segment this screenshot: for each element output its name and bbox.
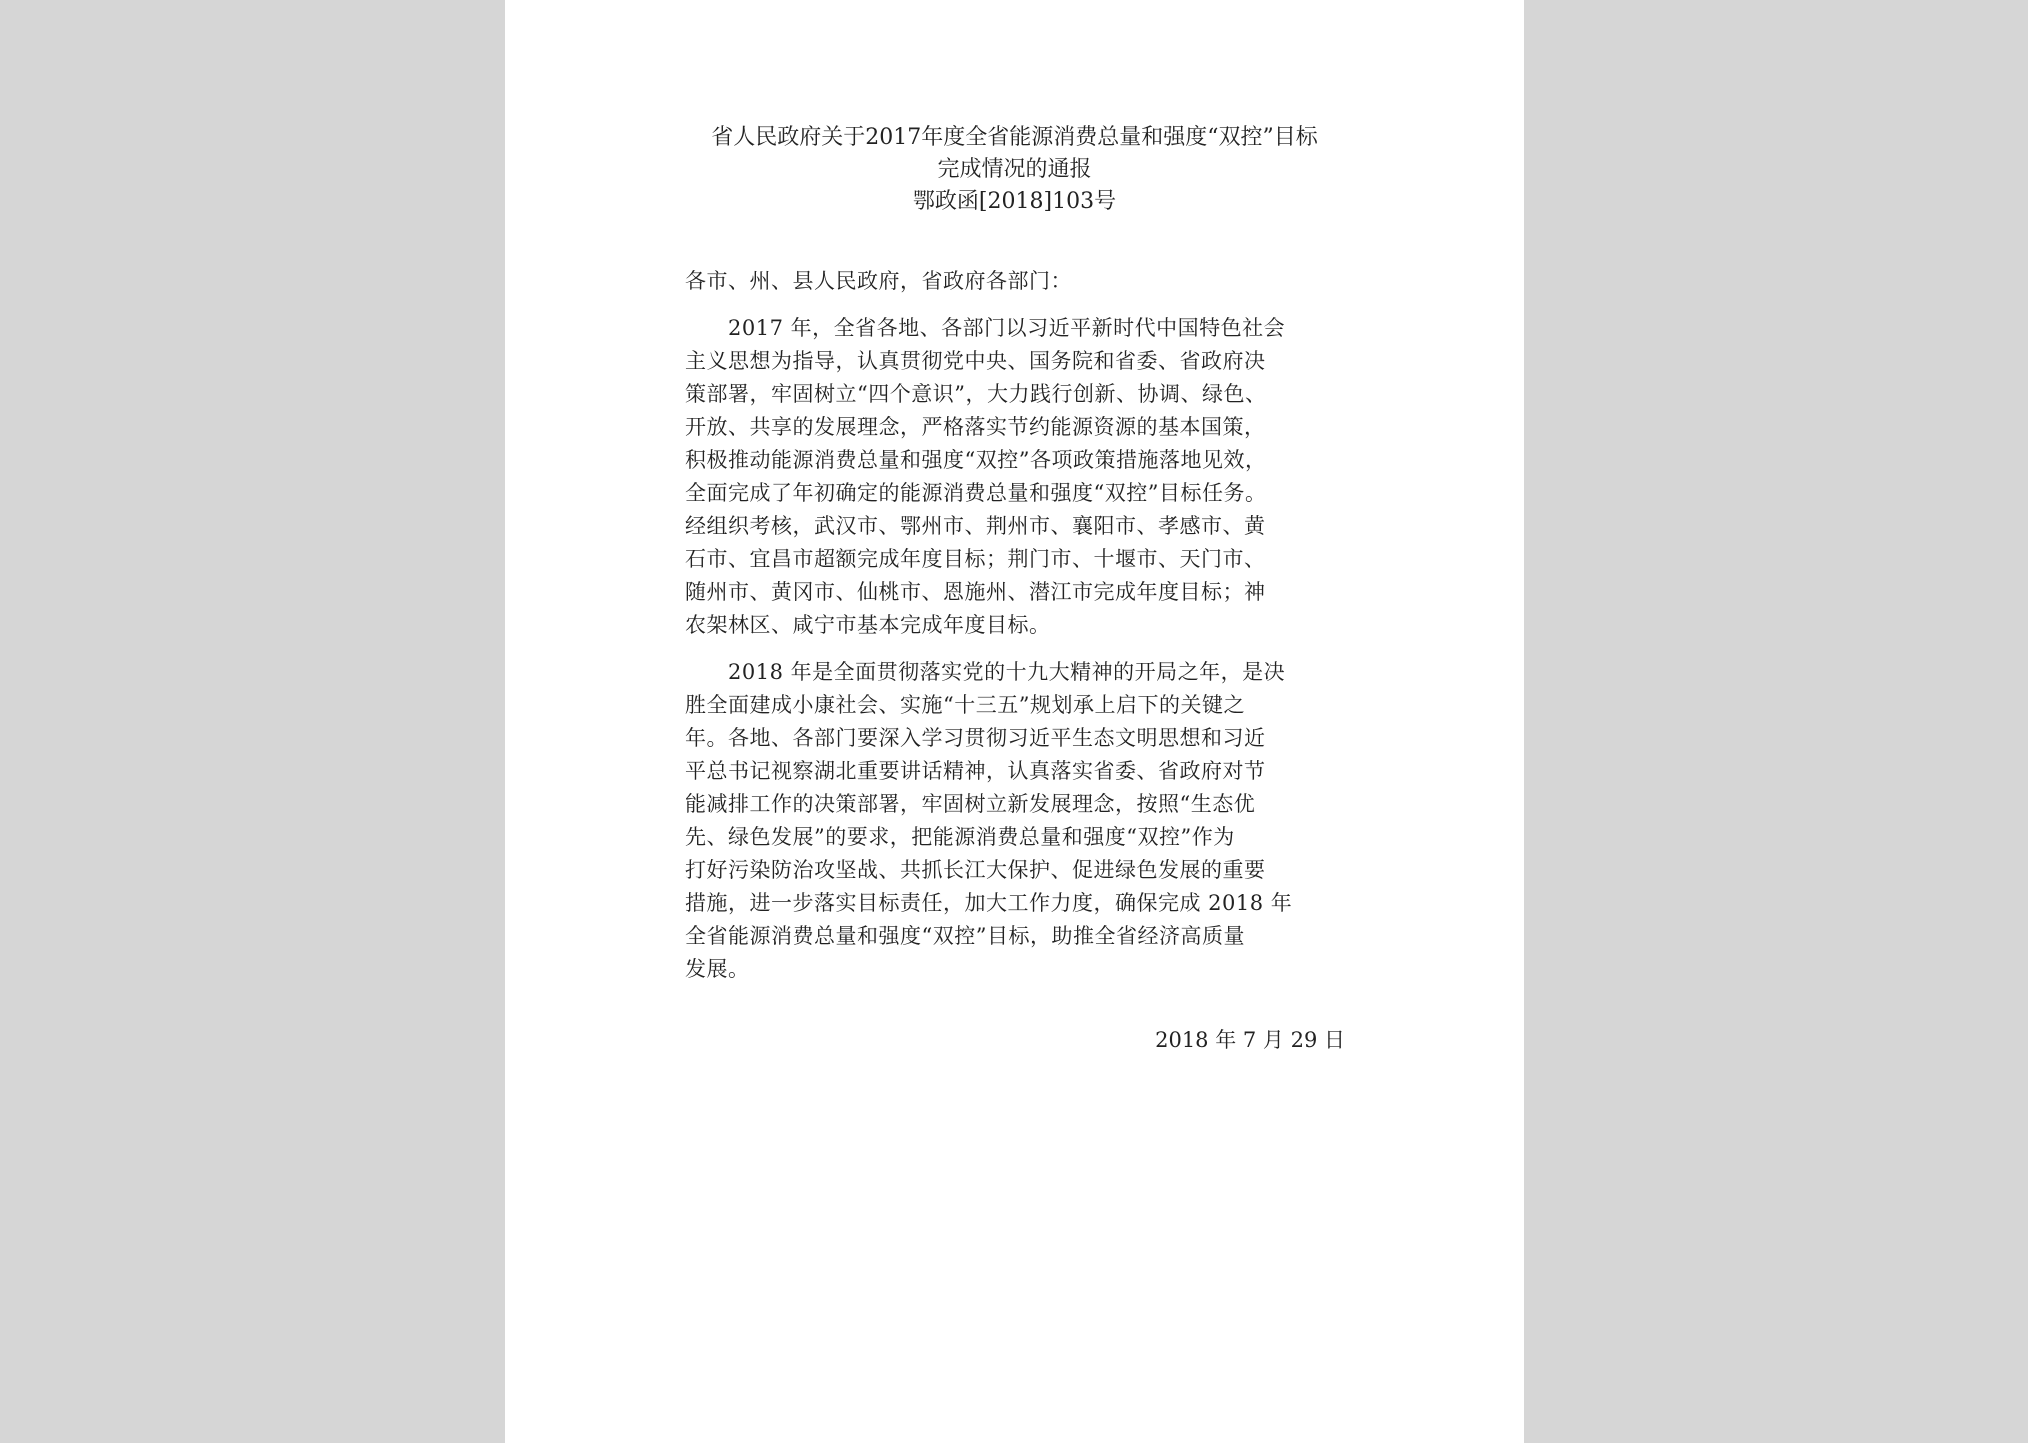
paragraph-1-line: 农架林区、咸宁市基本完成年度目标。	[685, 613, 1051, 637]
paragraph-2-line: 措施，进一步落实目标责任，加大工作力度，确保完成 2018 年	[685, 891, 1293, 915]
paragraph-2-line: 2018 年是全面贯彻落实党的十九大精神的开局之年，是决	[685, 660, 1286, 684]
paragraph-1-line: 全面完成了年初确定的能源消费总量和强度“双控”目标任务。	[685, 481, 1267, 505]
document-date: 2018 年 7 月 29 日	[1155, 1028, 1345, 1052]
document-title-block	[505, 122, 1524, 218]
document-number: 鄂政函[2018]103号	[912, 189, 1117, 214]
paragraph-1-line: 经组织考核，武汉市、鄂州市、荆州市、襄阳市、孝感市、黄	[685, 514, 1266, 538]
paragraph-1-line: 2017 年，全省各地、各部门以习近平新时代中国特色社会	[685, 316, 1286, 340]
paragraph-1-line: 随州市、黄冈市、仙桃市、恩施州、潜江市完成年度目标；神	[685, 580, 1266, 604]
document-title-line-2: 完成情况的通报	[937, 157, 1092, 182]
document-title-line-1: 省人民政府关于2017年度全省能源消费总量和强度“双控”目标	[711, 125, 1318, 150]
paragraph-1-line: 开放、共享的发展理念，严格落实节约能源资源的基本国策，	[685, 415, 1266, 439]
paragraph-2-line: 发展。	[685, 957, 750, 981]
document-page	[505, 0, 1524, 1443]
paragraph-2-line: 胜全面建成小康社会、实施“十三五”规划承上启下的关键之	[685, 693, 1245, 717]
paragraph-1-line: 主义思想为指导，认真贯彻党中央、国务院和省委、省政府决	[685, 349, 1266, 373]
paragraph-1-line: 积极推动能源消费总量和强度“双控”各项政策措施落地见效，	[685, 448, 1267, 472]
paragraph-2-line: 年。各地、各部门要深入学习贯彻习近平生态文明思想和习近	[685, 726, 1266, 750]
salutation: 各市、州、县人民政府，省政府各部门：	[685, 269, 1072, 293]
paragraph-2-line: 能减排工作的决策部署，牢固树立新发展理念，按照“生态优	[685, 792, 1256, 816]
paragraph-2-line: 平总书记视察湖北重要讲话精神，认真落实省委、省政府对节	[685, 759, 1266, 783]
document-body	[685, 265, 1345, 1000]
paragraph-2	[685, 656, 1345, 986]
paragraph-2-line: 全省能源消费总量和强度“双控”目标，助推全省经济高质量	[685, 924, 1245, 948]
paragraph-1	[685, 312, 1345, 642]
paragraph-1-line: 策部署，牢固树立“四个意识”，大力践行创新、协调、绿色、	[685, 382, 1267, 406]
paragraph-1-line: 石市、宜昌市超额完成年度目标；荆门市、十堰市、天门市、	[685, 547, 1266, 571]
paragraph-2-line: 打好污染防治攻坚战、共抓长江大保护、促进绿色发展的重要	[685, 858, 1266, 882]
paragraph-2-line: 先、绿色发展”的要求，把能源消费总量和强度“双控”作为	[685, 825, 1235, 849]
